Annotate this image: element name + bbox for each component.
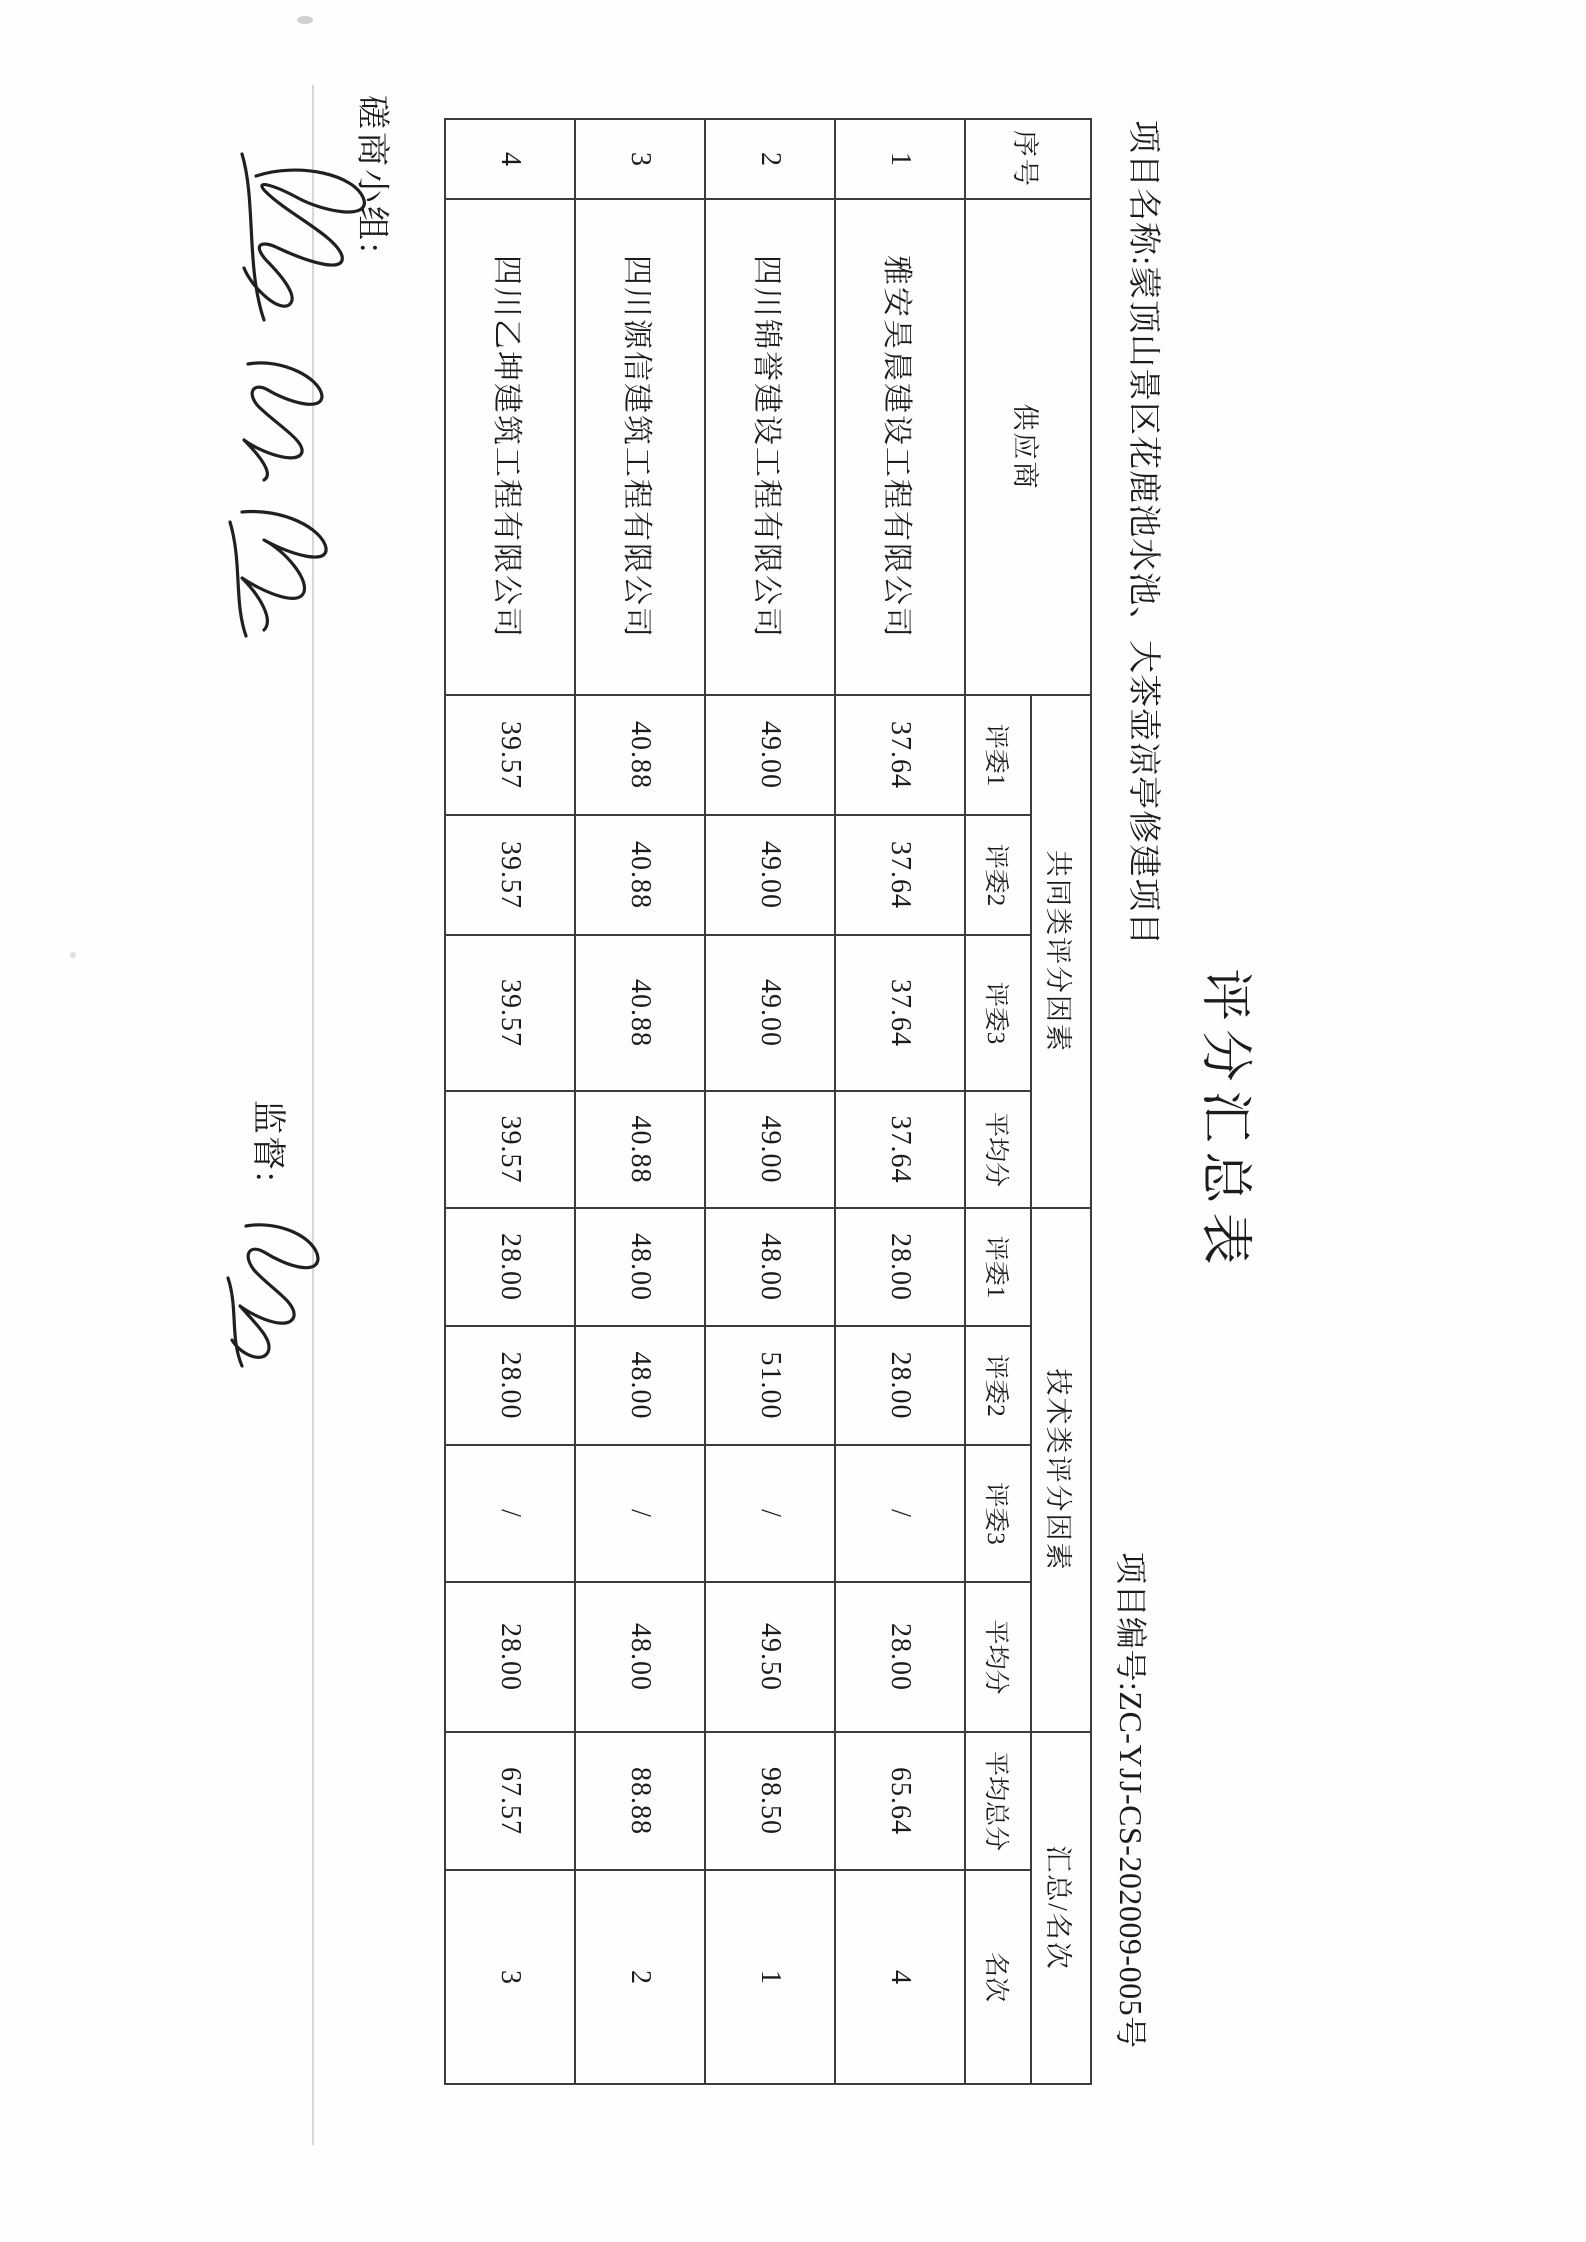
handwritten-signature bbox=[219, 148, 394, 328]
header-tech-judge3: 评委3 bbox=[965, 1445, 1031, 1582]
header-tech-judge2: 评委2 bbox=[965, 1326, 1031, 1445]
header-common-judge2: 评委2 bbox=[965, 815, 1031, 935]
cell-seq: 1 bbox=[835, 119, 965, 199]
negotiation-team-label: 磋商小组: bbox=[353, 95, 390, 256]
cell-common-judge1: 49.00 bbox=[705, 695, 835, 815]
cell-common-judge3: 39.57 bbox=[445, 935, 575, 1091]
cell-tech-judge3: / bbox=[445, 1445, 575, 1582]
scan-artifact bbox=[297, 16, 313, 24]
cell-common-judge1: 39.57 bbox=[445, 695, 575, 815]
cell-rank: 2 bbox=[575, 1870, 705, 2084]
cell-tech-judge2: 51.00 bbox=[705, 1326, 835, 1445]
cell-seq: 2 bbox=[705, 119, 835, 199]
cell-tech-avg: 49.50 bbox=[705, 1582, 835, 1732]
cell-tech-judge1: 28.00 bbox=[835, 1208, 965, 1326]
cell-common-judge3: 37.64 bbox=[835, 935, 965, 1091]
cell-tech-judge1: 28.00 bbox=[445, 1208, 575, 1326]
cell-tech-avg: 48.00 bbox=[575, 1582, 705, 1732]
cell-supplier: 四川源信建筑工程有限公司 bbox=[575, 199, 705, 695]
header-common-judge3: 评委3 bbox=[965, 935, 1031, 1091]
cell-common-judge2: 49.00 bbox=[705, 815, 835, 935]
header-seq: 序号 bbox=[965, 119, 1091, 199]
header-rank: 名次 bbox=[965, 1870, 1031, 2084]
cell-common-avg: 49.00 bbox=[705, 1091, 835, 1208]
cell-supplier: 四川锦誉建设工程有限公司 bbox=[705, 199, 835, 695]
cell-rank: 1 bbox=[705, 1870, 835, 2084]
signature-stroke bbox=[230, 511, 326, 636]
handwritten-signature bbox=[217, 492, 352, 642]
cell-common-avg: 37.64 bbox=[835, 1091, 965, 1208]
cell-common-judge1: 40.88 bbox=[575, 695, 705, 815]
cell-avg-total: 88.88 bbox=[575, 1732, 705, 1870]
cell-common-judge2: 40.88 bbox=[575, 815, 705, 935]
cell-avg-total: 65.64 bbox=[835, 1732, 965, 1870]
header-common-judge1: 评委1 bbox=[965, 695, 1031, 815]
cell-supplier: 雅安昊晨建设工程有限公司 bbox=[835, 199, 965, 695]
header-avg-total: 平均总分 bbox=[965, 1732, 1031, 1870]
cell-tech-avg: 28.00 bbox=[835, 1582, 965, 1732]
cell-supplier: 四川乙坤建筑工程有限公司 bbox=[445, 199, 575, 695]
cell-tech-judge2: 28.00 bbox=[835, 1326, 965, 1445]
cell-common-judge1: 37.64 bbox=[835, 695, 965, 815]
handwritten-signature bbox=[218, 1208, 338, 1373]
cell-tech-avg: 28.00 bbox=[445, 1582, 575, 1732]
header-supplier: 供应商 bbox=[965, 199, 1091, 695]
header-group-tech: 技术类评分因素 bbox=[1031, 1208, 1091, 1732]
supervisor-label: 监督: bbox=[249, 1100, 286, 1184]
cell-common-avg: 40.88 bbox=[575, 1091, 705, 1208]
cell-avg-total: 67.57 bbox=[445, 1732, 575, 1870]
cell-tech-judge2: 28.00 bbox=[445, 1326, 575, 1445]
cell-rank: 4 bbox=[835, 1870, 965, 2084]
cell-avg-total: 98.50 bbox=[705, 1732, 835, 1870]
score-summary-table bbox=[444, 118, 1092, 2085]
cell-tech-judge1: 48.00 bbox=[705, 1208, 835, 1326]
cell-tech-judge3: / bbox=[575, 1445, 705, 1582]
header-group-total: 汇总/名次 bbox=[1031, 1732, 1091, 2084]
table-row bbox=[835, 119, 965, 2084]
signature-stroke bbox=[244, 363, 322, 480]
header-tech-judge1: 评委1 bbox=[965, 1208, 1031, 1326]
project-number: 项目编号:ZC-YJJ-CS-202009-005号 bbox=[1113, 1552, 1149, 2049]
cell-tech-judge3: / bbox=[835, 1445, 965, 1582]
page-title: 评分汇总表 bbox=[1196, 968, 1253, 1274]
table-row bbox=[575, 119, 705, 2084]
header-group-common: 共同类评分因素 bbox=[1031, 695, 1091, 1208]
cell-common-judge3: 40.88 bbox=[575, 935, 705, 1091]
signature-stroke bbox=[242, 154, 364, 320]
cell-tech-judge2: 48.00 bbox=[575, 1326, 705, 1445]
cell-rank: 3 bbox=[445, 1870, 575, 2084]
cell-common-avg: 39.57 bbox=[445, 1091, 575, 1208]
project-name: 项目名称:蒙顶山景区花鹿池水池、大茶壶凉亭修建项目 bbox=[1125, 120, 1161, 947]
header-tech-avg: 平均分 bbox=[965, 1582, 1031, 1732]
cell-common-judge2: 37.64 bbox=[835, 815, 965, 935]
cell-common-judge3: 49.00 bbox=[705, 935, 835, 1091]
header-group-row bbox=[1031, 119, 1091, 2084]
cell-seq: 4 bbox=[445, 119, 575, 199]
table-row bbox=[445, 119, 575, 2084]
scan-artifact bbox=[70, 952, 76, 958]
cell-common-judge2: 39.57 bbox=[445, 815, 575, 935]
cell-tech-judge3: / bbox=[705, 1445, 835, 1582]
header-common-avg: 平均分 bbox=[965, 1091, 1031, 1208]
cell-tech-judge1: 48.00 bbox=[575, 1208, 705, 1326]
handwritten-signature bbox=[224, 348, 344, 488]
signature-stroke bbox=[228, 1225, 318, 1366]
table-row bbox=[705, 119, 835, 2084]
cell-seq: 3 bbox=[575, 119, 705, 199]
